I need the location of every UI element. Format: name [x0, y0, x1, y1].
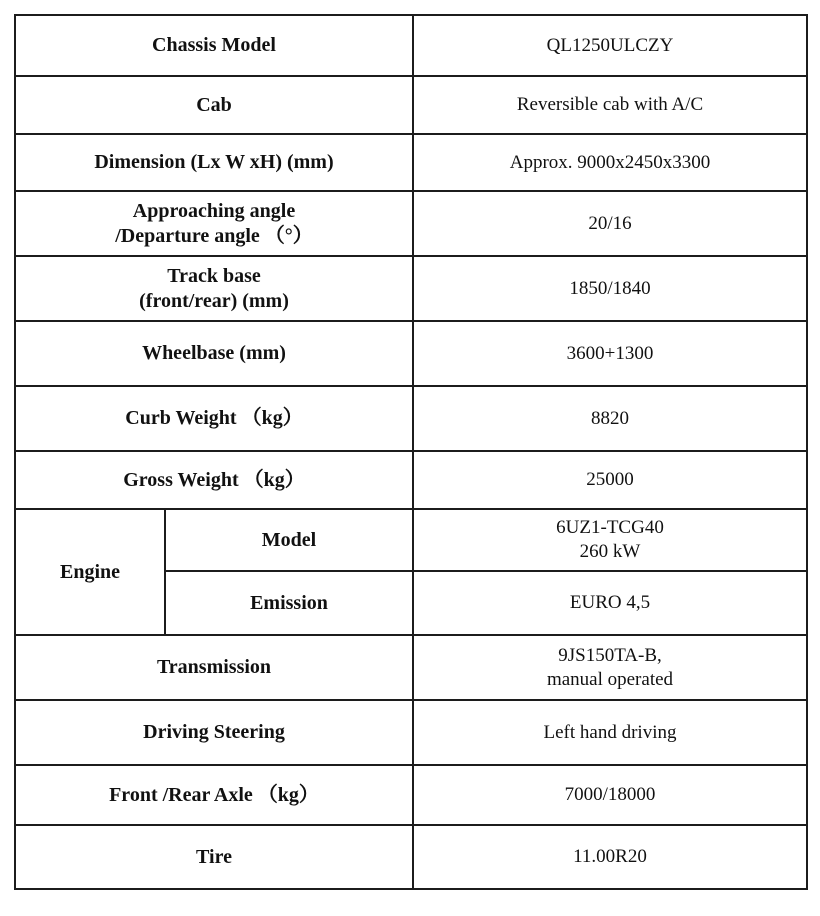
table-row-wheelbase	[15, 321, 807, 386]
table-row-engine-model	[15, 509, 807, 571]
spec-value-driving-steering: Left hand driving	[413, 700, 807, 765]
table-row-angles	[15, 191, 807, 256]
table-row-cab	[15, 76, 807, 134]
table-row-transmission	[15, 635, 807, 700]
spec-value-tire: 11.00R20	[413, 825, 807, 889]
spec-value-curb-weight: 8820	[413, 386, 807, 451]
spec-label-angles-line2: /Departure angle （°）	[115, 224, 313, 247]
spec-value-transmission-line1: 9JS150TA-B,	[558, 644, 662, 666]
spec-label-axle: Front /Rear Axle （kg）	[15, 765, 413, 825]
spec-value-transmission	[413, 635, 807, 700]
spec-value-axle: 7000/18000	[413, 765, 807, 825]
table-row-curb-weight	[15, 386, 807, 451]
spec-label-transmission: Transmission	[15, 635, 413, 700]
table-row-driving-steering	[15, 700, 807, 765]
table-row-chassis-model	[15, 15, 807, 76]
spec-label-track-base-line1: Track base	[167, 264, 261, 287]
table-row-dimension	[15, 134, 807, 191]
spec-value-cab: Reversible cab with A/C	[413, 76, 807, 134]
spec-label-engine-emission: Emission	[165, 571, 413, 635]
spec-value-transmission-line2: manual operated	[546, 668, 674, 690]
spec-label-chassis-model: Chassis Model	[15, 15, 413, 76]
spec-value-angles: 20/16	[413, 191, 807, 256]
spec-label-curb-weight: Curb Weight （kg）	[15, 386, 413, 451]
spec-value-engine-emission: EURO 4,5	[413, 571, 807, 635]
spec-label-gross-weight: Gross Weight （kg）	[15, 451, 413, 509]
chassis-spec-table	[14, 14, 808, 890]
spec-value-chassis-model: QL1250ULCZY	[413, 15, 807, 76]
table-row-track-base	[15, 256, 807, 321]
table-row-tire	[15, 825, 807, 889]
spec-label-dimension: Dimension (Lx W xH) (mm)	[15, 134, 413, 191]
spec-value-wheelbase: 3600+1300	[413, 321, 807, 386]
spec-value-track-base: 1850/1840	[413, 256, 807, 321]
spec-label-cab: Cab	[15, 76, 413, 134]
spec-value-gross-weight: 25000	[413, 451, 807, 509]
spec-label-engine-model: Model	[165, 509, 413, 571]
spec-label-driving-steering: Driving Steering	[15, 700, 413, 765]
spec-label-angles	[15, 191, 413, 256]
spec-value-engine-model-line2: 260 kW	[579, 541, 641, 562]
table-row-axle	[15, 765, 807, 825]
spec-label-track-base	[15, 256, 413, 321]
spec-label-angles-line1: Approaching angle	[132, 199, 296, 222]
spec-label-track-base-line2: (front/rear) (mm)	[139, 289, 289, 312]
spec-label-engine: Engine	[15, 509, 165, 635]
spec-value-engine-model-line1: 6UZ1-TCG40	[556, 517, 664, 539]
spec-label-tire: Tire	[15, 825, 413, 889]
table-row-gross-weight	[15, 451, 807, 509]
spec-label-wheelbase: Wheelbase (mm)	[15, 321, 413, 386]
spec-value-engine-model	[413, 509, 807, 571]
spec-value-dimension: Approx. 9000x2450x3300	[413, 134, 807, 191]
